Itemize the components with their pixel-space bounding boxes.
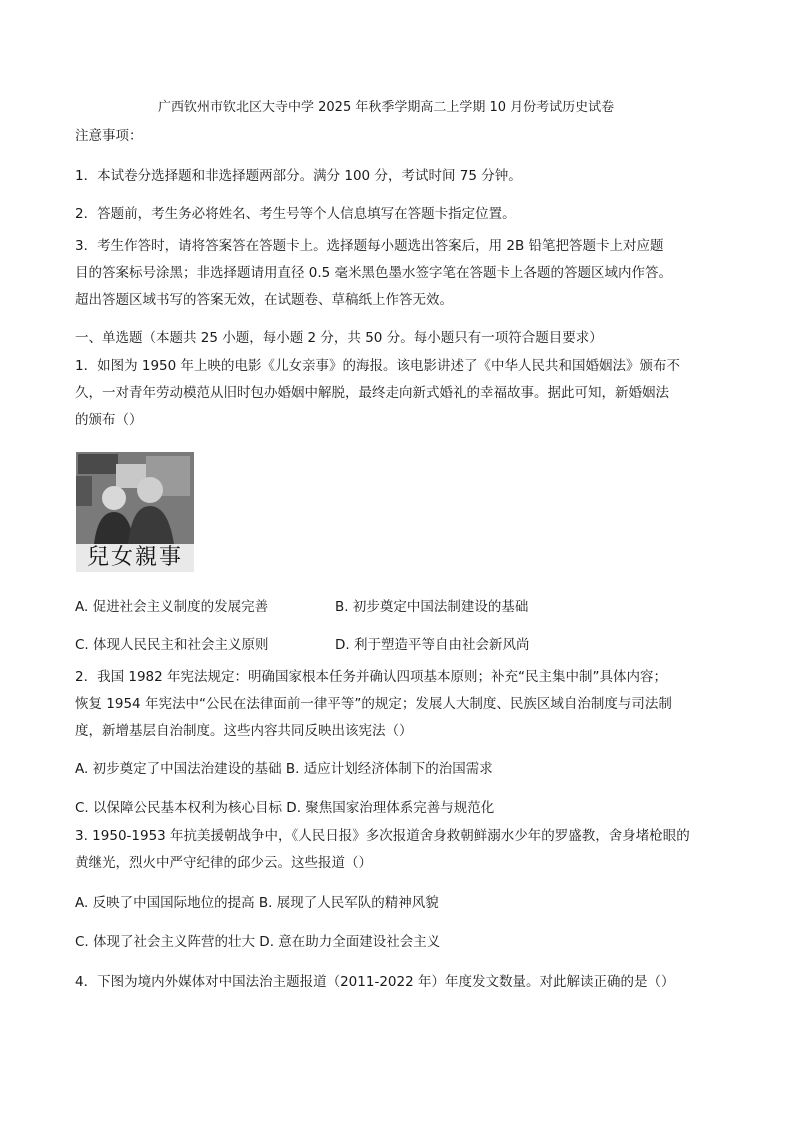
q2-line-2: 恢复 1954 年宪法中“公民在法律面前一律平等”的规定；发展人大制度、民族区域自治制度与司法制	[75, 696, 672, 712]
q2-options-cd: C. 以保障公民基本权利为核心目标 D. 聚焦国家治理体系完善与规范化	[75, 800, 495, 816]
q1-option-a: A. 促进社会主义制度的发展完善	[75, 599, 269, 615]
q2-line-1: 2．我国 1982 年宪法规定：明确国家根本任务并确认四项基本原则；补充“民主集中制”具体内容；	[75, 669, 668, 685]
q3-options-cd: C. 体现了社会主义阵营的壮大 D. 意在助力全面建设社会主义	[75, 934, 441, 950]
notice-3-cont2: 超出答题区域书写的答案无效，在试题卷、草稿纸上作答无效。	[75, 292, 453, 308]
q1-line-3: 的颁布（）	[75, 412, 143, 428]
exam-title: 广西钦州市钦北区大寺中学 2025 年秋季学期高二上学期 10 月份考试历史试卷	[158, 100, 615, 115]
q1-option-d: D. 利于塑造平等自由社会新风尚	[335, 637, 530, 653]
q3-line-1: 3. 1950-1953 年抗美援朝战争中，《人民日报》多次报道舍身救朝鲜溺水少年的罗盛教，舍身堵枪眼的	[75, 828, 690, 844]
q3-options-ab: A. 反映了中国国际地位的提高 B. 展现了人民军队的精神风貌	[75, 895, 439, 911]
q1-option-b: B. 初步奠定中国法制建设的基础	[335, 599, 529, 615]
movie-poster-image	[76, 452, 194, 572]
q2-options-ab: A. 初步奠定了中国法治建设的基础 B. 适应计划经济体制下的治国需求	[75, 761, 493, 777]
poster-title: 兒女親事	[76, 544, 194, 572]
section-heading: 一、单选题（本题共 25 小题，每小题 2 分，共 50 分。每小题只有一项符合题目要求）	[75, 330, 603, 346]
q4-line-1: 4．下图为境内外媒体对中国法治主题报道（2011-2022 年）年度发文数量。对此解读正确的是（）	[75, 974, 675, 990]
q3-line-2: 黄继光，烈火中严守纪律的邱少云。这些报道（）	[75, 855, 372, 871]
notice-3: 3．考生作答时，请将答案答在答题卡上。选择题每小题选出答案后，用 2B 铅笔把答题卡上对应题	[75, 238, 664, 254]
poster-figures	[76, 452, 194, 544]
notice-heading: 注意事项：	[75, 128, 143, 144]
q1-line-1: 1．如图为 1950 年上映的电影《儿女亲事》的海报。该电影讲述了《中华人民共和国婚姻法》颁布不	[75, 358, 681, 374]
q1-option-c: C. 体现人民民主和社会主义原则	[75, 637, 269, 653]
notice-2: 2．答题前，考生务必将姓名、考生号等个人信息填写在答题卡指定位置。	[75, 206, 516, 222]
q2-line-3: 度，新增基层自治制度。这些内容共同反映出该宪法（）	[75, 723, 413, 739]
q1-line-2: 久，一对青年劳动模范从旧时包办婚姻中解脱，最终走向新式婚礼的幸福故事。据此可知，新婚姻法	[75, 385, 669, 401]
notice-1: 1．本试卷分选择题和非选择题两部分。满分 100 分，考试时间 75 分钟。	[75, 168, 522, 184]
notice-3-cont: 目的答案标号涂黑；非选择题请用直径 0.5 毫米黑色墨水签字笔在答题卡上各题的答题区域内作答。	[75, 265, 673, 281]
